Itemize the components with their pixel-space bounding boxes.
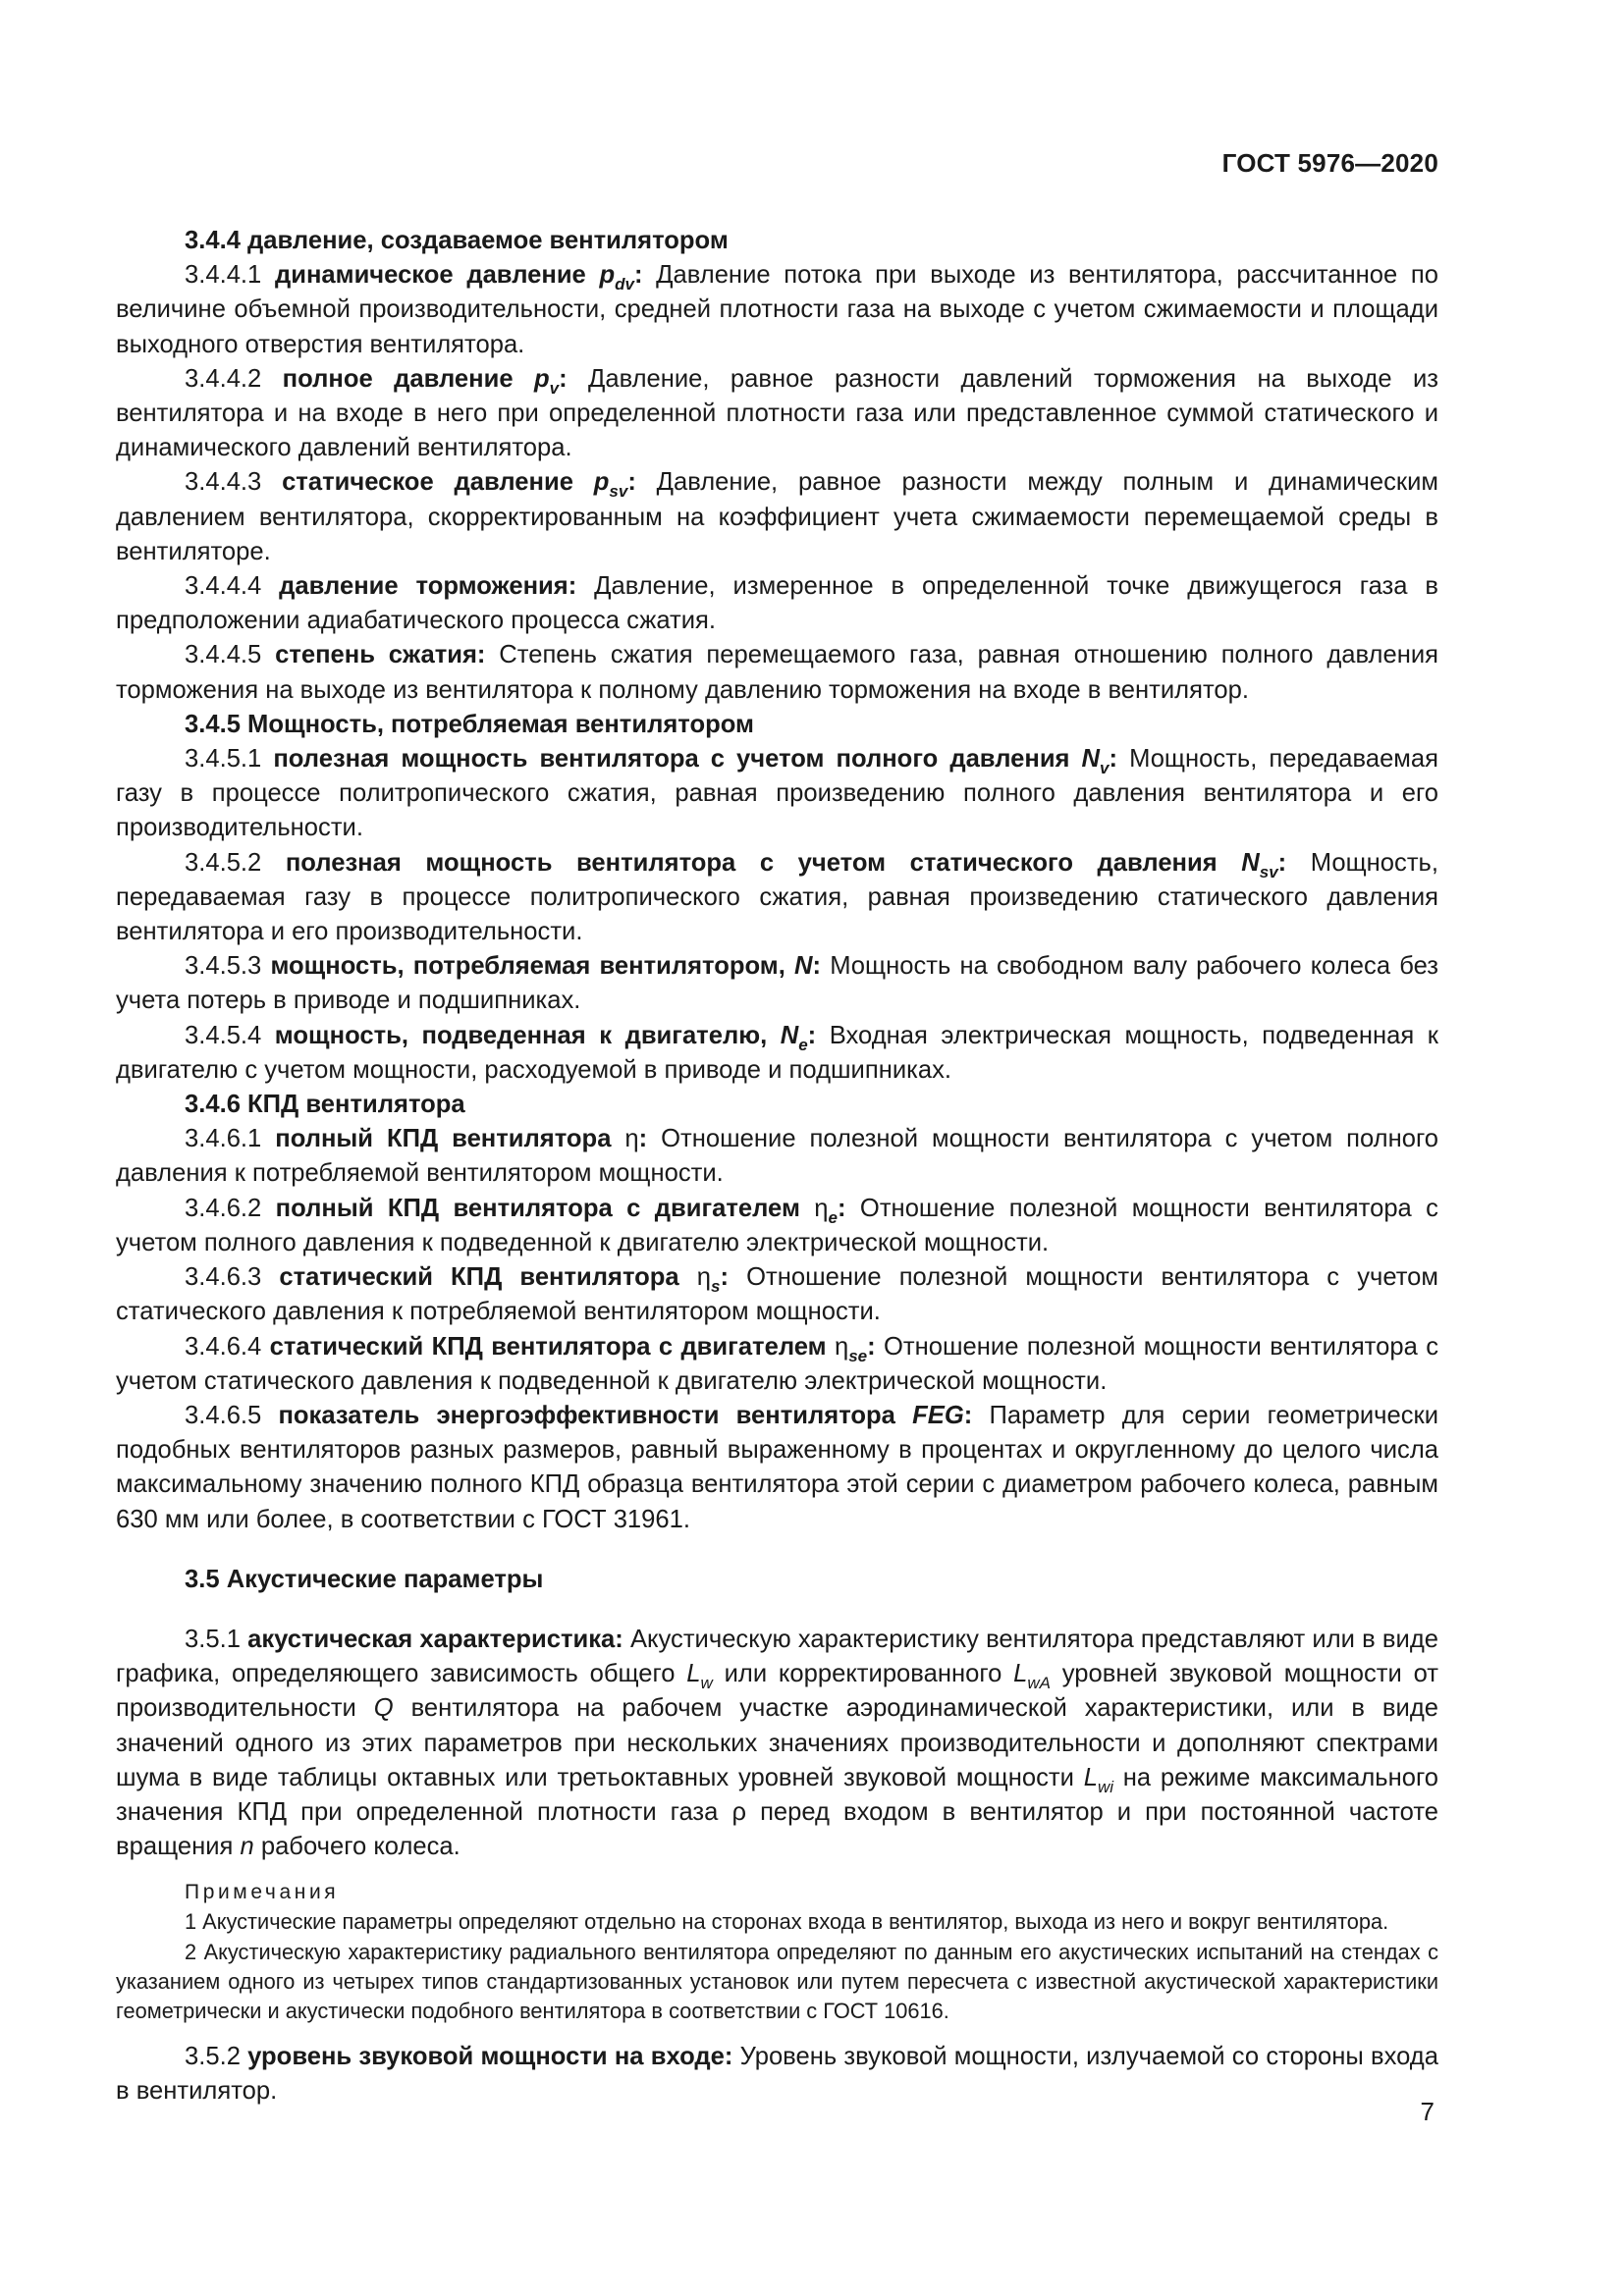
clause-3-4-6-4: 3.4.6.4 статический КПД вентилятора с двигателем $\eta_{se}$: Отношение полезной мощности вентилятора с учетом статического давления к подведенной к двигателю электрической мощности. — [116, 1332, 1438, 1395]
clause-3-4-6-1: 3.4.6.1 полный КПД вентилятора η: Отношение полезной мощности вентилятора с учетом полного давления к потребляемой вентилятором мощности. — [116, 1125, 1438, 1188]
clause-3-4-6-2: 3.4.6.2 полный КПД вентилятора с двигателем $\eta_e$: Отношение полезной мощности вентилятора с учетом полного давления к подведенной к двигателю электрической мощности. — [116, 1194, 1438, 1256]
notes-title: Примечания — [185, 1881, 340, 1904]
section-heading-3-4-6: 3.4.6 КПД вентилятора — [185, 1091, 465, 1119]
standard-designation: ГОСТ 5976—2020 — [1221, 148, 1438, 178]
clause-3-5-2: 3.5.2 уровень звуковой мощности на входе: Уровень звуковой мощности, излучаемой со стороны входа в вентилятор. — [116, 2043, 1438, 2106]
note-2: 2 Акустическую характеристику радиального вентилятора определяют по данным его акустических испытаний на стендах с указанием одного из четырех типов стандартизованных установок или путем пересчета с известной акустической характеристики геометрически и акустически подобного вентилятора в соответствии с ГОСТ 10616. — [116, 1939, 1438, 2023]
clause-3-4-4-4: 3.4.4.4 давление торможения: Давление, измеренное в определенной точке движущегося газа в предположении адиабатического процесса сжатия. — [116, 572, 1438, 635]
clause-3-4-5-2: 3.4.5.2 полезная мощность вентилятора с учетом статического давления $N_{sv}$: Мощность, передаваемая газу в процессе политропического сжатия, равная произведению статического давления вентилятора и его производительности. — [116, 848, 1438, 946]
section-heading-3-4-5: 3.4.5 Мощность, потребляемая вентилятором — [185, 710, 754, 738]
page-number: 7 — [1420, 2097, 1435, 2126]
clause-3-4-6-5: 3.4.6.5 показатель энергоэффективности вентилятора FEG: Параметр для серии геометрически подобных вентиляторов разных размеров, равный выраженному в процентах и округленному до целого числа максимальному значению полного КПД образца вентилятора этой серии с диаметром рабочего колеса, равным 630 мм или более, в соответствии с ГОСТ 31961. — [116, 1401, 1438, 1533]
clause-3-4-4-2: 3.4.4.2 полное давление $p_v$: Давление, равное разности давлений торможения на выходе из вентилятора и на входе в него при определенной плотности газа или представленное суммой статического и динамического давлений вентилятора. — [116, 364, 1438, 462]
clause-3-4-4-5: 3.4.4.5 степень сжатия: Степень сжатия перемещаемого газа, равная отношению полного давления торможения на выходе из вентилятора к полному давлению торможения на входе в вентилятор. — [116, 641, 1438, 704]
clause-3-4-5-1: 3.4.5.1 полезная мощность вентилятора с учетом полного давления $N_v$: Мощность, передаваемая газу в процессе политропического сжатия, равная произведению полного давления вентилятора и его производительности. — [116, 745, 1438, 842]
clause-3-4-5-4: 3.4.5.4 мощность, подведенная к двигателю, $N_e$: Входная электрическая мощность, подведенная к двигателю с учетом мощности, расходуемой в приводе и подшипниках. — [116, 1021, 1438, 1084]
clause-3-4-4-3: 3.4.4.3 статическое давление $p_{sv}$: Давление, равное разности между полным и динамическим давлением вентилятора, скорректированным на коэффициент учета сжимаемости перемещаемой среды в вентиляторе. — [116, 468, 1438, 565]
clause-3-5-1: 3.5.1 акустическая характеристика: Акустическую характеристику вентилятора представляют или в виде графика, определяющего зависимость общего $L_w$ или корректированного $L_{wA}$ уровней звуковой мощности от производительности Q вентилятора на рабочем участке аэродинамической характеристики, или в виде значений одного из этих параметров при нескольких значениях производительности и дополняют спектрами шума в виде таблицы октавных или третьоктавных уровней звуковой мощности $L_{wi}$ на режиме максимального значения КПД при определенной плотности газа ρ перед входом в вентилятор и при постоянной частоте вращения n рабочего колеса. — [116, 1625, 1439, 1861]
section-heading-3-5: 3.5 Акустические параметры — [185, 1565, 544, 1593]
clause-3-4-4-1: 3.4.4.1 динамическое давление $p_{dv}$: Давление потока при выходе из вентилятора, рассчитанное по величине объемной производительности, средней плотности газа на выходе с учетом сжимаемости и площади выходного отверстия вентилятора. — [116, 261, 1439, 358]
clause-3-4-5-3: 3.4.5.3 мощность, потребляемая вентилятором, N: Мощность на свободном валу рабочего колеса без учета потерь в приводе и подшипниках. — [116, 952, 1438, 1015]
note-1: 1 Акустические параметры определяют отдельно на сторонах входа в вентилятор, выхода из него и вокруг вентилятора. — [185, 1909, 1389, 1935]
clause-3-4-6-3: 3.4.6.3 статический КПД вентилятора $\eta_s$: Отношение полезной мощности вентилятора с учетом статического давления к потребляемой вентилятором мощности. — [116, 1263, 1438, 1326]
document-body — [116, 224, 1438, 2109]
section-heading-3-4-4: 3.4.4 давление, создаваемое вентилятором — [185, 227, 729, 254]
